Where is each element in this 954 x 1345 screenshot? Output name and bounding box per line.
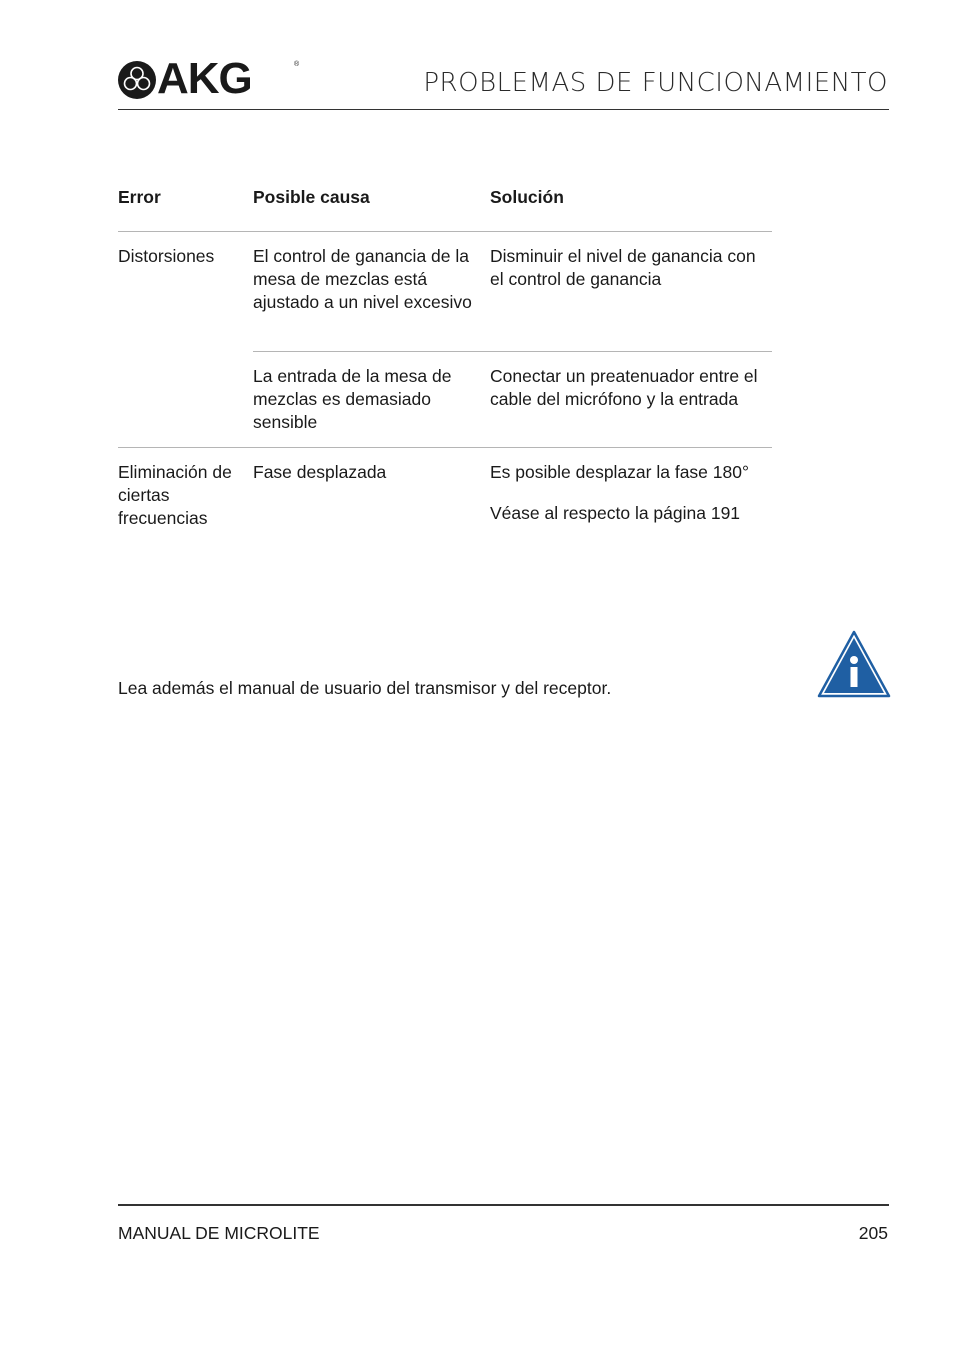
solution-cell: Conectar un preatenuador entre el cable del micrófono y la entrada xyxy=(490,366,758,409)
table-divider xyxy=(118,447,772,448)
cause-cell: La entrada de la mesa de mezclas es demasiado sensible xyxy=(253,366,452,432)
info-warning-triangle-icon xyxy=(817,630,891,698)
footer-manual-name: MANUAL DE MICROLITE xyxy=(118,1223,320,1243)
table-header-row xyxy=(118,186,772,231)
header-divider xyxy=(118,109,889,110)
error-cell: Distorsiones xyxy=(118,246,215,266)
table-row xyxy=(118,245,772,345)
table-row xyxy=(118,365,772,445)
solution-cell xyxy=(490,461,772,525)
column-header-cause: Posible causa xyxy=(253,187,370,207)
cause-cell: Fase desplazada xyxy=(253,462,387,482)
troubleshooting-table xyxy=(118,186,772,528)
error-cell: Eliminación de ciertas frecuencias xyxy=(118,462,232,528)
page-title: PROBLEMAS DE FUNCIONAMIENTO xyxy=(423,68,888,98)
solution-cell: Disminuir el nivel de ganancia con el control de ganancia xyxy=(490,246,756,289)
akg-logo xyxy=(117,54,301,103)
column-header-error: Error xyxy=(118,187,161,207)
page-number: 205 xyxy=(858,1223,888,1243)
cause-cell: El control de ganancia de la mesa de mezclas está ajustado a un nivel excesivo xyxy=(253,246,472,312)
akg-clover-icon xyxy=(117,59,157,101)
table-subdivider xyxy=(253,351,772,352)
solution-reference: Véase al respecto la página 191 xyxy=(490,503,741,523)
table-divider xyxy=(118,231,772,232)
brand-name: AKG xyxy=(157,54,252,103)
registered-mark: ® xyxy=(294,61,300,68)
table-row xyxy=(118,461,772,581)
solution-text: Es posible desplazar la fase 180° xyxy=(490,462,749,482)
footer-divider xyxy=(118,1204,889,1206)
column-header-solution: Solución xyxy=(490,187,564,207)
note-text: Lea además el manual de usuario del transmisor y del receptor. xyxy=(118,678,612,698)
